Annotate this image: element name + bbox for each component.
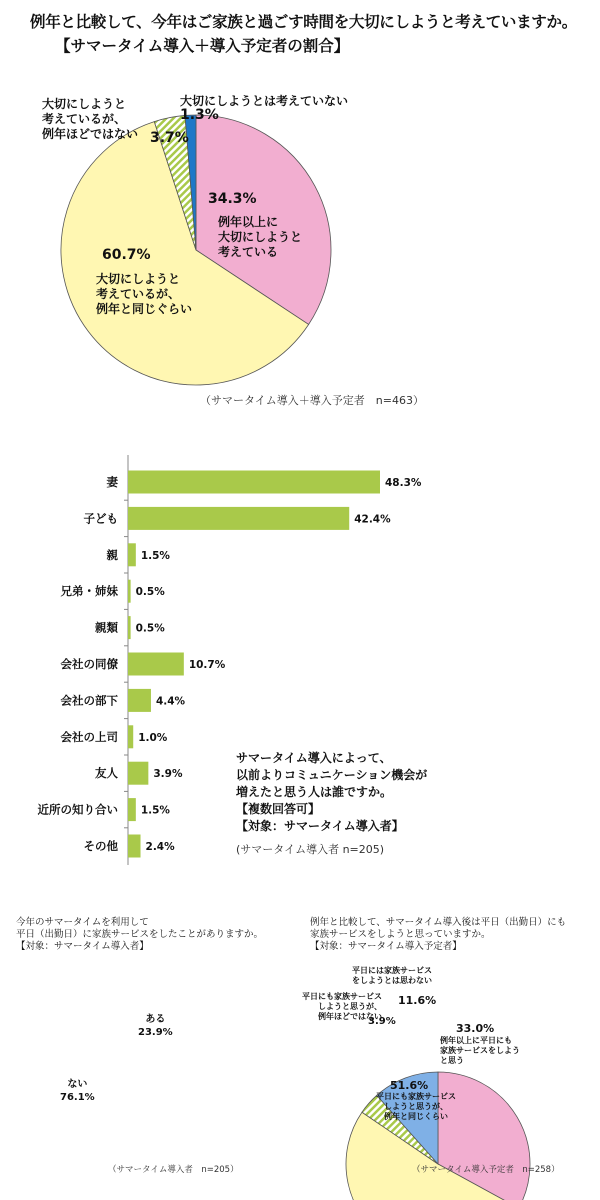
bar-category-label-8: 友人 bbox=[95, 766, 118, 781]
bar-chart-title: サマータイム導入によって、 以前よりコミュニケーション機会が 増えたと思う人は誰ですか。 【複数回答可】 【対象：サマータイム導入者】 bbox=[236, 751, 428, 833]
pie4-value-label-2: 3.9% bbox=[368, 1016, 396, 1027]
pie4-value-label-0: 33.0% bbox=[456, 1022, 495, 1035]
bar-category-label-2: 親 bbox=[106, 547, 118, 562]
pie3-note: （サマータイム導入者 n=205） bbox=[108, 1165, 239, 1175]
bar-category-label-4: 親類 bbox=[95, 620, 118, 635]
bar-value-label-2: 1.5% bbox=[140, 549, 170, 562]
pie4-slice-label-2: 平日にも家族サービス しようと思うが、 例年ほどではない bbox=[302, 992, 382, 1021]
bar-10 bbox=[128, 835, 141, 858]
pie-chart-1 bbox=[0, 0, 600, 420]
pie4-note: （サマータイム導入予定者 n=258） bbox=[412, 1165, 560, 1175]
bar-value-label-9: 1.5% bbox=[140, 804, 170, 817]
bar-0 bbox=[128, 471, 380, 494]
bar-value-label-3: 0.5% bbox=[135, 586, 165, 599]
main-title: 例年と比較して、今年はご家族と過ごす時間を大切にしようと考えていますか。 bbox=[30, 13, 577, 31]
bar-chart-note: (サマータイム導入者 n=205) bbox=[236, 843, 385, 856]
bar-category-label-7: 会社の上司 bbox=[60, 729, 118, 744]
bar-category-label-3: 兄弟・姉妹 bbox=[60, 584, 118, 599]
pie1-value-label-0: 34.3% bbox=[208, 191, 257, 207]
bar-9 bbox=[128, 798, 136, 821]
bar-category-label-1: 子ども bbox=[83, 511, 118, 526]
bar-category-label-6: 会社の部下 bbox=[60, 693, 118, 708]
bar-value-label-7: 1.0% bbox=[138, 731, 168, 744]
bar-category-label-0: 妻 bbox=[106, 475, 118, 489]
bar-7 bbox=[128, 725, 133, 748]
bar-category-label-5: 会社の同僚 bbox=[60, 657, 118, 671]
bar-category-label-10: その他 bbox=[83, 839, 118, 853]
pie1-value-label-1: 60.7% bbox=[102, 247, 151, 263]
pie3-slice-label-1: ない 76.1% bbox=[60, 1079, 95, 1103]
pie1-slice-label-0: 例年以上に 大切にしようと 考えている bbox=[218, 215, 303, 259]
bar-value-label-10: 2.4% bbox=[145, 841, 175, 853]
pie4-slice-label-0: 例年以上に平日にも 家族サービスをしよう と思う bbox=[440, 1036, 520, 1065]
pie4-slice-label-1: 平日にも家族サービス しようと思うが、 例年と同じくらい bbox=[376, 1092, 456, 1121]
pie1-slice-label-2: 大切にしようと 考えているが、 例年ほどではない bbox=[42, 97, 139, 141]
bar-3 bbox=[128, 580, 131, 603]
bar-value-label-1: 42.4% bbox=[354, 513, 391, 526]
bar-2 bbox=[128, 543, 136, 566]
bar-value-label-4: 0.5% bbox=[135, 622, 165, 635]
pie1-value-label-3: 1.3% bbox=[180, 107, 219, 123]
bar-5 bbox=[128, 653, 184, 676]
pie1-value-label-2: 3.7% bbox=[150, 130, 189, 146]
bar-value-label-0: 48.3% bbox=[385, 477, 422, 489]
main-subtitle: 【サマータイム導入＋導入予定者の割合】 bbox=[55, 37, 350, 55]
bar-value-label-8: 3.9% bbox=[153, 768, 183, 781]
pie4-value-label-1: 51.6% bbox=[390, 1079, 429, 1092]
pie1-note: （サマータイム導入＋導入予定者 n=463） bbox=[200, 394, 424, 407]
pie1-slice-label-3: 大切にしようとは考えていない bbox=[180, 94, 349, 108]
pie4-value-label-3: 11.6% bbox=[398, 994, 437, 1007]
pie3-slice-label-0: ある 23.9% bbox=[138, 1014, 173, 1038]
bar-4 bbox=[128, 616, 131, 639]
pie1-slice-label-1: 大切にしようと 考えているが、 例年と同じぐらい bbox=[96, 272, 193, 316]
pie4-slice-label-3: 平日には家族サービス をしようとは思わない bbox=[352, 966, 432, 985]
bar-value-label-5: 10.7% bbox=[188, 659, 226, 671]
bar-6 bbox=[128, 689, 151, 712]
bar-category-label-9: 近所の知り合い bbox=[37, 802, 118, 817]
pie3-title: 今年のサマータイムを利用して 平日（出勤日）に家族サービスをしたことがありますか。 【対象：サマータイム導入者】 bbox=[16, 917, 264, 952]
bar-8 bbox=[128, 762, 148, 785]
bar-value-label-6: 4.4% bbox=[155, 695, 186, 708]
bar-1 bbox=[128, 507, 349, 530]
pie4-title: 例年と比較して、サマータイム導入後は平日（出勤日）にも 家族サービスをしようと思っていますか。 【対象：サマータイム導入予定者】 bbox=[310, 917, 567, 952]
